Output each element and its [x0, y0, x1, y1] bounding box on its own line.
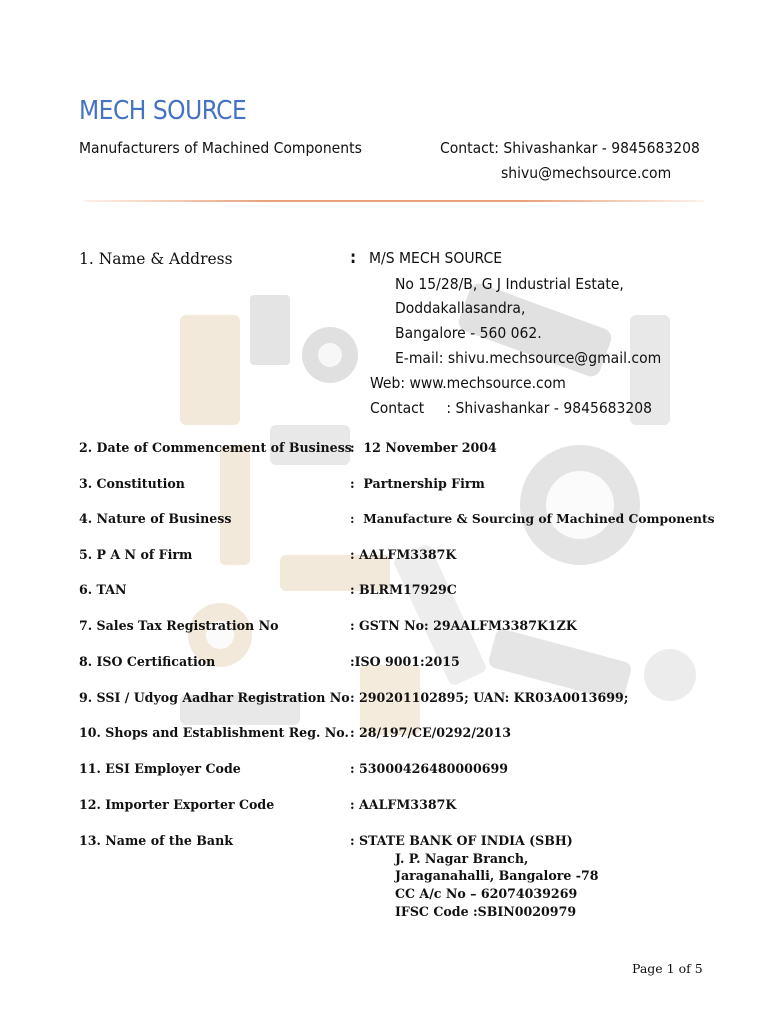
- firm-colon: :: [350, 248, 357, 268]
- bank-account: CC A/c No – 62074039269: [395, 886, 578, 901]
- row-label-pan: 5. P A N of Firm: [79, 547, 193, 562]
- row-label-esi: 11. ESI Employer Code: [79, 761, 241, 776]
- row-label-constitution: 3. Constitution: [79, 476, 185, 491]
- address-contact: Contact : Shivashankar - 9845683208: [370, 399, 653, 417]
- address-line-3: Bangalore - 560 062.: [395, 324, 542, 342]
- row-label-ssi: 9. SSI / Udyog Aadhar Registration No: [79, 690, 350, 705]
- name-address-label: 1. Name & Address: [79, 250, 233, 268]
- row-value-shops: : 28/197/CE/0292/2013: [350, 725, 511, 740]
- row-label-shops: 10. Shops and Establishment Reg. No.: [79, 725, 349, 740]
- address-line-2: Doddakallasandra,: [395, 299, 526, 317]
- header-email: shivu@mechsource.com: [501, 164, 672, 182]
- firm-name: M/S MECH SOURCE: [369, 249, 503, 267]
- row-value-bank: : STATE BANK OF INDIA (SBH): [350, 833, 573, 848]
- address-line-1: No 15/28/B, G J Industrial Estate,: [395, 275, 624, 293]
- row-value-esi: : 53000426480000699: [350, 761, 508, 776]
- header-contact: Contact: Shivashankar - 9845683208: [440, 139, 700, 157]
- header-divider: [84, 200, 704, 202]
- row-value-pan: : AALFM3387K: [350, 547, 457, 562]
- bank-ifsc: IFSC Code :SBIN0020979: [395, 904, 577, 919]
- row-label-sales-tax: 7. Sales Tax Registration No: [79, 618, 279, 633]
- company-tagline: Manufacturers of Machined Components: [79, 139, 362, 157]
- row-value-ssi: : 290201102895; UAN: KR03A0013699;: [350, 690, 629, 705]
- address-web: Web: www.mechsource.com: [370, 374, 566, 392]
- row-label-commencement: 2. Date of Commencement of Business: [79, 440, 352, 455]
- bank-branch: J. P. Nagar Branch,: [395, 851, 529, 866]
- address-email: E-mail: shivu.mechsource@gmail.com: [395, 349, 662, 367]
- row-value-iec: : AALFM3387K: [350, 797, 457, 812]
- row-label-tan: 6. TAN: [79, 582, 127, 597]
- row-value-tan: : BLRM17929C: [350, 582, 457, 597]
- row-label-nature: 4. Nature of Business: [79, 511, 232, 526]
- bank-address: Jaraganahalli, Bangalore -78: [395, 868, 599, 883]
- row-value-sales-tax: : GSTN No: 29AALFM3387K1ZK: [350, 618, 577, 633]
- row-label-iec: 12. Importer Exporter Code: [79, 797, 275, 812]
- row-value-nature: : Manufacture & Sourcing of Machined Components: [350, 511, 715, 526]
- row-label-bank: 13. Name of the Bank: [79, 833, 233, 848]
- page-number: Page 1 of 5: [632, 961, 703, 976]
- company-name: MECH SOURCE: [79, 96, 247, 126]
- row-value-iso: :ISO 9001:2015: [350, 654, 460, 669]
- row-value-constitution: : Partnership Firm: [350, 476, 485, 491]
- row-value-commencement: : 12 November 2004: [350, 440, 497, 455]
- row-label-iso: 8. ISO Certification: [79, 654, 216, 669]
